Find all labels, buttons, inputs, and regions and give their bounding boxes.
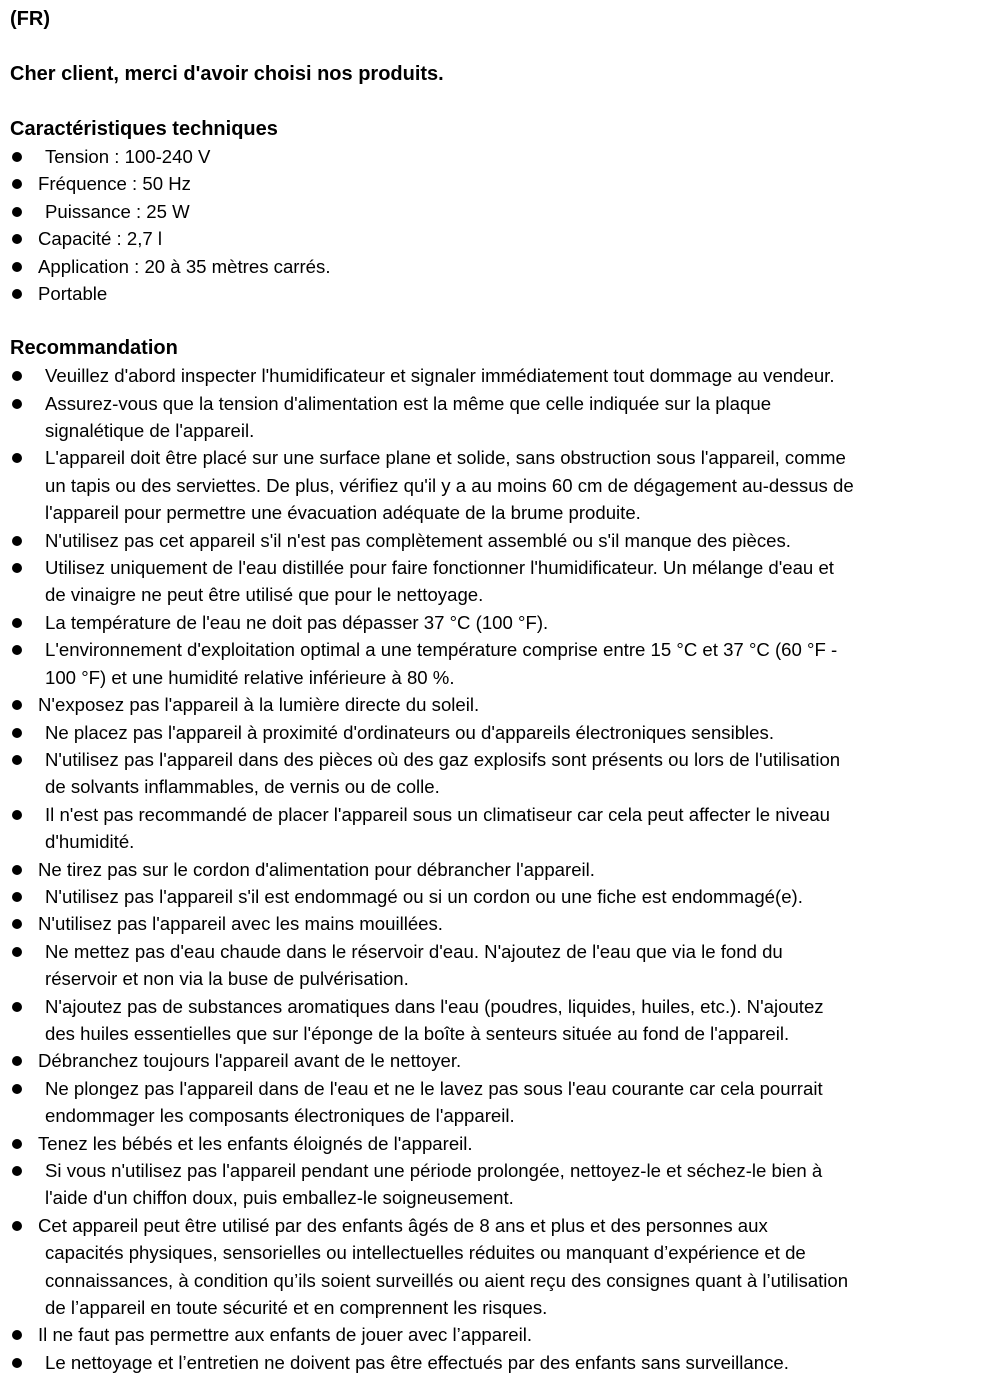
list-item — [10, 253, 985, 280]
bullet-icon — [12, 536, 22, 546]
list-item-text: N'exposez pas l'appareil à la lumière directe du soleil. — [38, 694, 480, 716]
list-item-text: Portable — [38, 283, 108, 305]
list-item-text: de solvants inflammables, de vernis ou de colle. — [45, 776, 440, 798]
list-item-text: de l’appareil en toute sécurité et en comprennent les risques. — [45, 1297, 548, 1319]
bullet-icon — [12, 399, 22, 409]
bullet-icon — [12, 1139, 22, 1149]
bullet-icon — [12, 700, 22, 710]
bullet-icon — [12, 1002, 22, 1012]
list-item-text: N'utilisez pas cet appareil s'il n'est pas complètement assemblé ou s'il manque des pièces. — [45, 529, 791, 551]
list-item — [10, 554, 985, 609]
list-item — [10, 198, 985, 225]
bullet-icon — [12, 1084, 22, 1094]
list-item-text: La température de l'eau ne doit pas dépasser 37 °C (100 °F). — [45, 611, 549, 633]
list-item-text: d'humidité. — [45, 831, 135, 853]
bullet-icon — [12, 1358, 22, 1368]
list-item — [10, 856, 985, 883]
list-item-text: L'appareil doit être placé sur une surface plane et solide, sans obstruction sous l'appareil, comme — [45, 447, 846, 469]
list-item-text: Tenez les bébés et les enfants éloignés de l'appareil. — [38, 1132, 473, 1154]
list-item-text: N'utilisez pas l'appareil s'il est endommagé ou si un cordon ou une fiche est endommagé(e). — [45, 885, 803, 907]
bullet-icon — [12, 1330, 22, 1340]
list-item-text: Fréquence : 50 Hz — [38, 173, 191, 195]
bullet-icon — [12, 262, 22, 272]
list-item-text: Veuillez d'abord inspecter l'humidificateur et signaler immédiatement tout dommage au vendeur. — [45, 365, 835, 387]
list-item — [10, 938, 985, 993]
list-item-text: des huiles essentielles que sur l'éponge de la boîte à senteurs située au fond de l'appareil. — [45, 1022, 790, 1044]
list-item-text: Il n'est pas recommandé de placer l'appareil sous un climatiseur car cela peut affecter le niveau — [45, 803, 831, 825]
list-item-text: Application : 20 à 35 mètres carrés. — [38, 255, 331, 277]
list-item — [10, 1212, 985, 1322]
list-item-text: réservoir et non via la buse de pulvérisation. — [45, 968, 409, 990]
bullet-icon — [12, 755, 22, 765]
list-item-text: N'utilisez pas l'appareil dans des pièces où des gaz explosifs sont présents ou lors de l'utilisation — [45, 748, 841, 770]
list-item — [10, 910, 985, 937]
list-item-text: L'environnement d'exploitation optimal a une température comprise entre 15 °C et 37 °C (60 °F - — [45, 639, 838, 661]
bullet-icon — [12, 371, 22, 381]
bullet-icon — [12, 728, 22, 738]
list-item-text: l'aide d'un chiffon doux, puis emballez-le soigneusement. — [45, 1187, 514, 1209]
list-item-text: Ne tirez pas sur le cordon d'alimentation pour débrancher l'appareil. — [38, 858, 595, 880]
list-item — [10, 527, 985, 554]
list-item — [10, 225, 985, 252]
list-item-text: capacités physiques, sensorielles ou intellectuelles réduites ou manquant d’expérience et de — [45, 1242, 806, 1264]
bullet-icon — [12, 563, 22, 573]
list-item-text: Ne plongez pas l'appareil dans de l'eau et ne le lavez pas sous l'eau courante car cela pourrait — [45, 1077, 823, 1099]
recommendations-list — [10, 362, 985, 1376]
language-code: (FR) — [10, 8, 50, 30]
list-item — [10, 883, 985, 910]
list-item — [10, 801, 985, 856]
list-item-text: l'appareil pour permettre une évacuation adéquate de la brume produite. — [45, 502, 641, 524]
list-item-text: Débranchez toujours l'appareil avant de le nettoyer. — [38, 1050, 462, 1072]
list-item-text: Assurez-vous que la tension d'alimentation est la même que celle indiquée sur la plaque — [45, 392, 772, 414]
bullet-icon — [12, 234, 22, 244]
bullet-icon — [12, 152, 22, 162]
bullet-icon — [12, 179, 22, 189]
bullet-icon — [12, 1056, 22, 1066]
bullet-icon — [12, 865, 22, 875]
bullet-icon — [12, 1221, 22, 1231]
list-item — [10, 1321, 985, 1348]
list-item — [10, 1075, 985, 1130]
list-item — [10, 636, 985, 691]
list-item-text: N'utilisez pas l'appareil avec les mains mouillées. — [38, 913, 443, 935]
list-item-text: Ne placez pas l'appareil à proximité d'ordinateurs ou d'appareils électroniques sensibles. — [45, 721, 774, 743]
list-item-text: un tapis ou des serviettes. De plus, vérifiez qu'il y a au moins 60 cm de dégagement au-dessus de — [45, 474, 854, 496]
list-item — [10, 1047, 985, 1074]
list-item-text: Il ne faut pas permettre aux enfants de jouer avec l’appareil. — [38, 1324, 533, 1346]
list-item — [10, 719, 985, 746]
list-item-text: Tension : 100-240 V — [45, 146, 211, 167]
list-item-text: de vinaigre ne peut être utilisé que pour le nettoyage. — [45, 584, 484, 606]
bullet-icon — [12, 810, 22, 820]
list-item — [10, 746, 985, 801]
list-item-text: endommager les composants électroniques de l'appareil. — [45, 1105, 515, 1127]
list-item-text: connaissances, à condition qu’ils soient surveillés ou aient reçu des consignes quant à l’utilisation — [45, 1269, 849, 1291]
specs-title: Caractéristiques techniques — [10, 117, 278, 140]
list-item — [10, 143, 985, 170]
list-item-text: N'ajoutez pas de substances aromatiques dans l'eau (poudres, liquides, huiles, etc.). N'ajoutez — [45, 995, 824, 1017]
greeting: Cher client, merci d'avoir choisi nos produits. — [10, 62, 444, 85]
list-item — [10, 170, 985, 197]
list-item-text: Cet appareil peut être utilisé par des enfants âgés de 8 ans et plus et des personnes aux — [38, 1214, 768, 1236]
list-item — [10, 362, 985, 389]
bullet-icon — [12, 919, 22, 929]
list-item — [10, 1130, 985, 1157]
list-item-text: Puissance : 25 W — [45, 200, 190, 222]
bullet-icon — [12, 947, 22, 957]
bullet-icon — [12, 207, 22, 217]
bullet-icon — [12, 892, 22, 902]
list-item-text: 100 °F) et une humidité relative inférieure à 80 %. — [45, 666, 455, 688]
bullet-icon — [12, 453, 22, 463]
bullet-icon — [12, 1166, 22, 1176]
list-item — [10, 691, 985, 718]
bullet-icon — [12, 645, 22, 655]
list-item — [10, 609, 985, 636]
list-item-text: Utilisez uniquement de l'eau distillée pour faire fonctionner l'humidificateur. Un mélange d'eau et — [45, 557, 834, 579]
bullet-icon — [12, 289, 22, 299]
list-item — [10, 993, 985, 1048]
list-item-text: Si vous n'utilisez pas l'appareil pendant une période prolongée, nettoyez-le et séchez-le bien à — [45, 1160, 823, 1182]
specs-list — [10, 143, 985, 307]
list-item — [10, 1349, 985, 1376]
document-page — [10, 6, 985, 1376]
list-item — [10, 1157, 985, 1212]
list-item — [10, 280, 985, 307]
bullet-icon — [12, 618, 22, 628]
list-item — [10, 444, 985, 526]
list-item-text: Capacité : 2,7 l — [38, 228, 163, 250]
list-item-text: Le nettoyage et l’entretien ne doivent pas être effectués par des enfants sans surveillance. — [45, 1351, 789, 1373]
list-item-text: Ne mettez pas d'eau chaude dans le réservoir d'eau. N'ajoutez de l'eau que via le fond du — [45, 940, 783, 962]
recommendations-title: Recommandation — [10, 336, 178, 359]
list-item-text: signalétique de l'appareil. — [45, 420, 255, 442]
list-item — [10, 390, 985, 445]
